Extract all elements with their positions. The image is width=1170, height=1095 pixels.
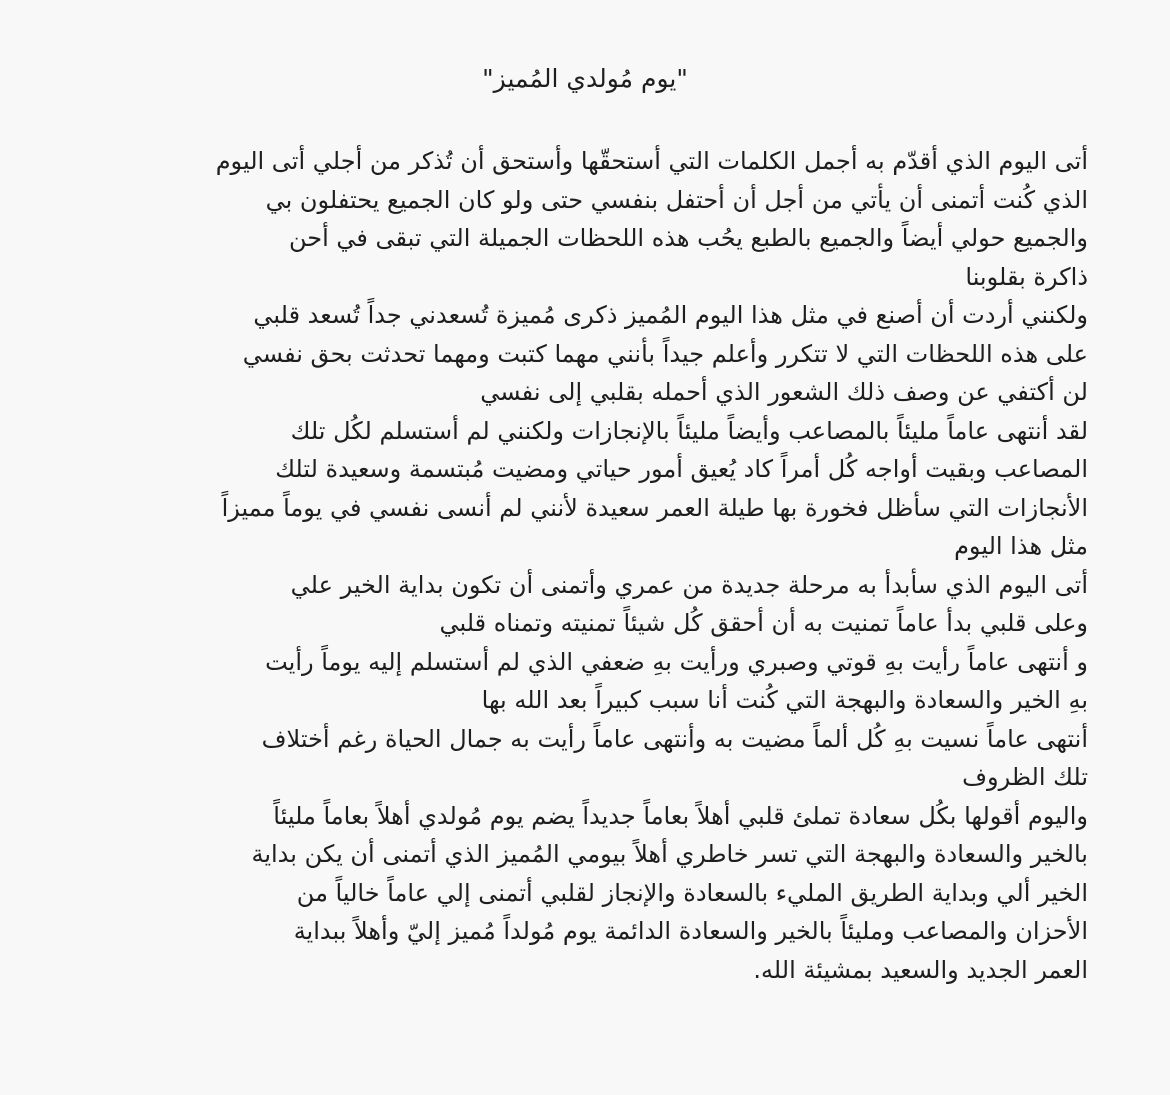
text-line: الأحزان والمصاعب ومليئاً بالخير والسعادة الدائمة يوم مُولداً مُميز إليّ وأهلاً ببداية <box>293 917 1088 945</box>
text-line: لقد أنتهى عاماً مليئاً بالمصاعب وأيضاً مليئاً بالإنجازات ولكنني لم أستسلم لكُل تلك <box>290 416 1088 445</box>
text-line: بالخير والسعادة والبهجة التي تسر خاطري أهلاً بيومي المُميز الذي أتمنى أن يكن بداية <box>251 840 1088 868</box>
text-line: تلك الظروف <box>962 763 1088 791</box>
document-body <box>88 142 1088 989</box>
text-line: الخير ألي وبداية الطريق المليء بالسعادة والإنجاز لقلبي أتمنى إلي عاماً خالياً من <box>296 878 1088 907</box>
text-line: لن أكتفي عن وصف ذلك الشعور الذي أحمله بقلبي إلى نفسي <box>480 378 1088 406</box>
text-line: والجميع حولي أيضاً والجميع بالطبع يحُب هذه اللحظات الجميلة التي تبقى في أحن <box>288 224 1088 252</box>
text-line: العمر الجديد والسعيد بمشيئة الله. <box>753 955 1088 984</box>
text-line: الذي كُنت أتمنى أن يأتي من أجل أن أحتفل بنفسي حتى ولو كان الجميع يحتفلون بي <box>265 185 1088 214</box>
document-title: "يوم مُولدي المُميز" <box>482 64 688 93</box>
text-line: أتى اليوم الذي أقدّم به أجمل الكلمات التي أستحقّها وأستحق أن تُذكر من أجلي أتى اليوم <box>215 147 1088 175</box>
text-line: الأنجازات التي سأظل فخورة بها طيلة العمر سعيدة لأنني لم أنسى نفسي في يوماً مميزاً <box>221 493 1088 522</box>
text-line: بهِ الخير والسعادة والبهجة التي كُنت أنا سبب كبيراً بعد الله بها <box>481 686 1088 714</box>
text-line: وعلى قلبي بدأ عاماً تمنيت به أن أحقق كُل شيئاً تمنيته وتمناه قلبي <box>439 609 1088 637</box>
text-line: أنتهى عاماً نسيت بهِ كُل ألماً مضيت به وأنتهى عاماً رأيت به جمال الحياة رغم أختلاف <box>261 724 1088 753</box>
text-line: و أنتهى عاماً رأيت بهِ قوتي وصبري ورأيت بهِ ضعفي الذي لم أستسلم إليه يوماً رأيت <box>265 647 1088 676</box>
text-line: المصاعب وبقيت أواجه كُل أمراً كاد يُعيق أمور حياتي ومضيت مُبتسمة وسعيدة لتلك <box>275 455 1088 483</box>
text-line: مثل هذا اليوم <box>954 532 1088 560</box>
text-line: أتى اليوم الذي سأبدأ به مرحلة جديدة من عمري وأتمنى أن تكون بداية الخير علي <box>290 570 1088 599</box>
text-line: على هذه اللحظات التي لا تتكرر وأعلم جيداً بأنني مهما كتبت ومهما تحدثت بحق نفسي <box>242 339 1088 368</box>
text-line: ذاكرة بقلوبنا <box>965 262 1088 291</box>
text-line: واليوم أقولها بكُل سعادة تملئ قلبي أهلاً بعاماً جديداً يضم يوم مُولدي أهلاً بعاماً مليئاً <box>273 801 1088 830</box>
text-line: ولكنني أردت أن أصنع في مثل هذا اليوم المُميز ذكرى مُميزة تُسعدني جداً تُسعد قلبي <box>253 301 1088 329</box>
